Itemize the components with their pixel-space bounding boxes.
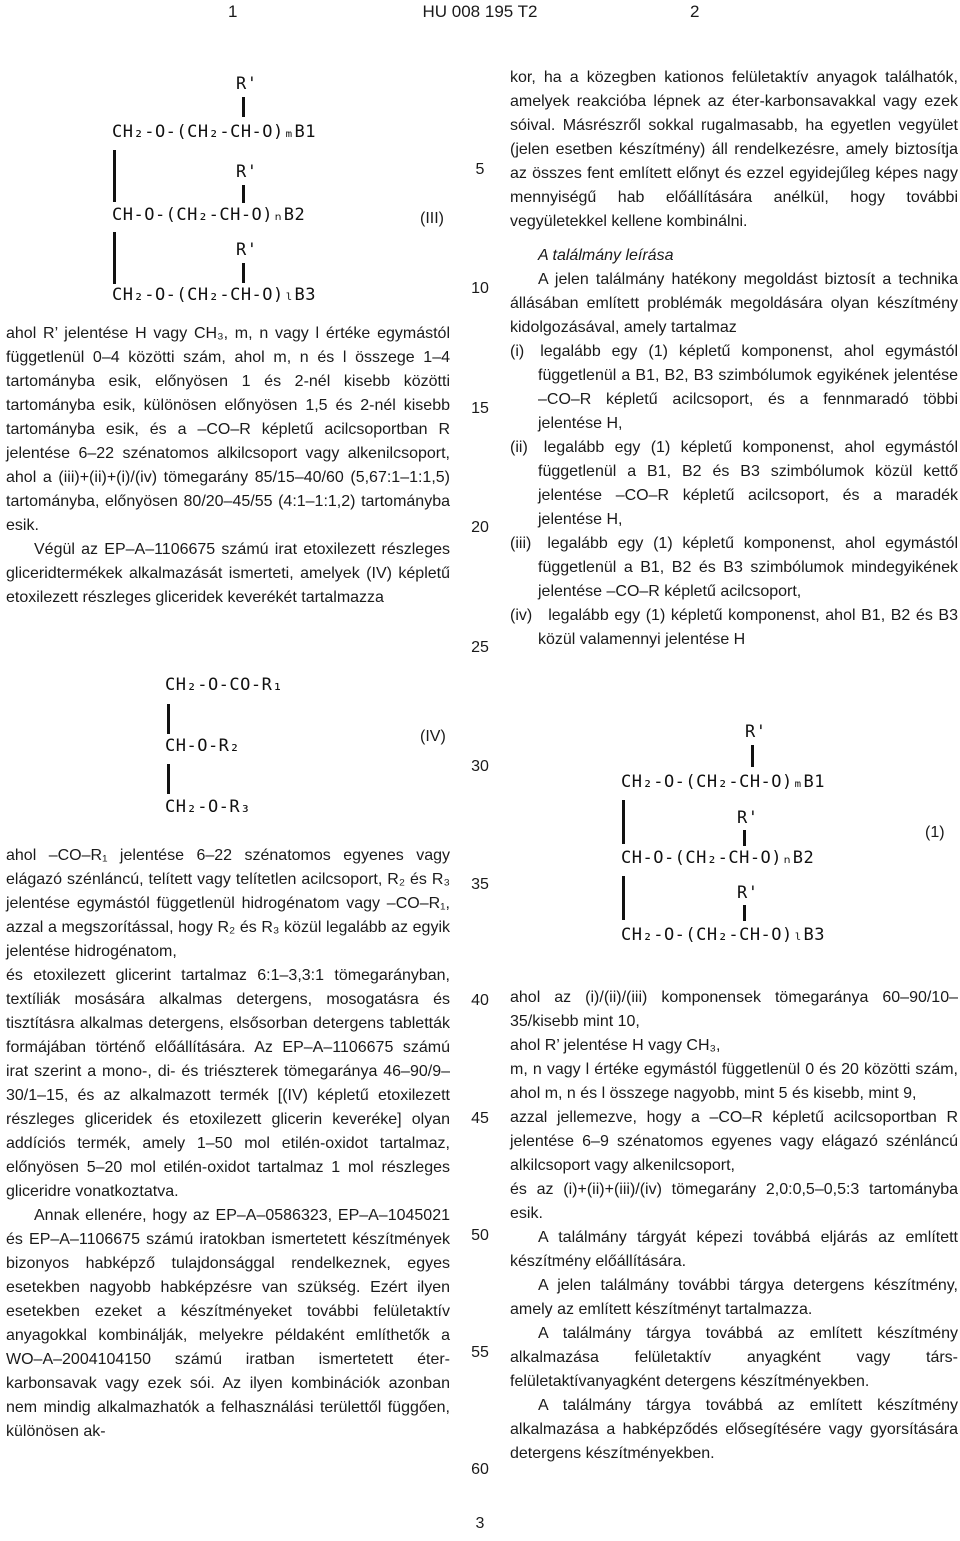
line-number: 25 bbox=[471, 639, 489, 656]
left-definitions bbox=[6, 322, 450, 610]
line-number: 35 bbox=[471, 876, 489, 893]
formula-1-substituent-2: R' bbox=[737, 808, 759, 828]
list-item: (ii) legalább egy (1) képletű komponenst, ahol egymástól függetlenül a B1, B2 és B3 szimbólumok közül kettő jelentése –CO–R képletű acilcsoport, és a maradék jelentése H, bbox=[510, 439, 958, 528]
footer-page-number: 3 bbox=[475, 1515, 485, 1532]
paragraph: azzal jellemezve, hogy a –CO–R képletű acilcsoportban R jelentése 6–9 szénatomos egyenes vagy elágazó szénláncú alkilcsoport vagy alkenilcsoport, bbox=[510, 1109, 958, 1174]
page-number-right: 2 bbox=[690, 2, 700, 21]
document-id: HU 008 195 T2 bbox=[422, 2, 538, 21]
paragraph: m, n vagy l értéke egymástól függetlenül 0 és 20 közötti szám, ahol m, n és l összege nagyobb, mint 5 és kisebb, mint 9, bbox=[510, 1061, 958, 1102]
formula-III-line-1: CH₂-O-(CH₂-CH-O)ₘB1 bbox=[112, 122, 316, 142]
paragraph: kor, ha a közegben kationos felületaktív anyagok találhatók, amelyek reakcióba lépnek az éter-karbonsavakkal vagy ezek sóival. Másrészről sokkal rugalmasabb, ha egyetlen vegyület (jelen esetben készítmény) áll rendelkezésre, amely biztosítja az összes fent említett előnyt és ezzel egyidejűleg képes nagy mennyiségű hab előállítására anélkül, hogy további vegyületekkel kellene kombinálni. bbox=[510, 69, 958, 230]
paragraph: ahol az (i)/(ii)/(iii) komponensek tömegaránya 60–90/10–35/kisebb mint 10, bbox=[510, 989, 958, 1030]
right-top bbox=[510, 66, 958, 652]
formula-1-substituent-1: R' bbox=[745, 722, 767, 742]
list-item: (i) legalább egy (1) képletű komponenst, ahol egymástól függetlenül a B1, B2, B3 szimbólumok egyikének jelentése –CO–R képletű acilcsoport, és a fennmaradó többi jelentése H, bbox=[510, 343, 958, 432]
formula-1-line-2: CH-O-(CH₂-CH-O)ₙB2 bbox=[621, 848, 815, 868]
line-number: 5 bbox=[475, 161, 485, 178]
line-number: 55 bbox=[471, 1344, 489, 1361]
line-number: 45 bbox=[471, 1110, 489, 1127]
formula-III-label: (III) bbox=[420, 210, 444, 227]
formula-1-line-3: CH₂-O-(CH₂-CH-O)ₗB3 bbox=[621, 925, 825, 945]
paragraph: ahol R’ jelentése H vagy CH₃, m, n vagy l értéke egymástól függetlenül 0–4 közötti szám, ahol m, n és l összege 1–4 tartományba esik, előnyösen 1 és 2-nél kisebb közötti tartományba esik, különösen előnyösen 1,5 és 2-nél kisebb tartományba esik, és a –CO–R képletű acilcsoportban R jelentése 6–22 szénatomos alkilcsoport vagy alkenilcsoport, ahol a (iii)+(ii)+(i)/(iv) tömegarány 85/15–40/60 (5,67:1–1:1,5) tartományba, előnyösen 80/20–45/55 (4:1–1:1,2) tartományba esik. bbox=[6, 325, 450, 534]
paragraph: ahol R’ jelentése H vagy CH₃, bbox=[510, 1037, 721, 1054]
list-item: (iv) legalább egy (1) képletű komponenst, ahol B1, B2 és B3 közül valamennyi jelentése H bbox=[510, 607, 958, 648]
paragraph: és etoxilezett glicerint tartalmaz 6:1–3,3:1 tömegarányban, textíliák mosására alkalmas detergens, mosogatásra és tisztításra alkalmas detergens, elsősorban detergens tabletták formájában történő előállítására. Az EP–A–1106675 számú irat szerint a mono-, di- és triészterek tömegaránya 46–90/9–30/1–15, és az alkalmazott termék [(IV) képletű etoxilezett részleges gliceridek és etoxilezett glicerin keveréke] olyan addíciós termék, amely 1–50 mol etilén-oxidot tartalmaz, előnyösen 5–20 mol etilén-oxidot tartalmaz 1 mol részleges gliceridre vonatkoztatva. bbox=[6, 967, 450, 1200]
line-number: 40 bbox=[471, 992, 489, 1009]
formula-III-line-3: CH₂-O-(CH₂-CH-O)ₗB3 bbox=[112, 285, 316, 305]
line-number: 60 bbox=[471, 1461, 489, 1478]
formula-1-line-1: CH₂-O-(CH₂-CH-O)ₘB1 bbox=[621, 772, 825, 792]
formula-III-substituent-1: R' bbox=[236, 74, 258, 94]
paragraph: A jelen találmány további tárgya detergens készítmény, amely az említett készítményt tartalmazza. bbox=[510, 1277, 958, 1318]
paragraph: A jelen találmány hatékony megoldást biztosít a technika állásában említett problémák megoldására olyan készítmény kidolgozásával, amely tartalmaz bbox=[510, 271, 958, 336]
paragraph: és az (i)+(ii)+(iii)/(iv) tömegarány 2,0:0,5–0,5:3 tartományba esik. bbox=[510, 1181, 958, 1222]
paragraph: Végül az EP–A–1106675 számú irat etoxilezett részleges gliceridtermékek alkalmazását ismerteti, amelyek (IV) képletű etoxilezett részleges gliceridek keverékét tartalmazza bbox=[6, 541, 450, 606]
formula-III-substituent-2: R' bbox=[236, 162, 258, 182]
line-number: 20 bbox=[471, 519, 489, 536]
line-number: 10 bbox=[471, 280, 489, 297]
page-number-left: 1 bbox=[228, 2, 238, 21]
line-number: 50 bbox=[471, 1227, 489, 1244]
paragraph: A találmány tárgyát képezi továbbá eljárás az említett készítmény előállítására. bbox=[510, 1229, 958, 1270]
left-continuation bbox=[6, 844, 450, 1444]
line-number: 15 bbox=[471, 400, 489, 417]
formula-1-substituent-3: R' bbox=[737, 883, 759, 903]
formula-III-substituent-3: R' bbox=[236, 240, 258, 260]
right-bottom bbox=[510, 986, 958, 1466]
formula-III-line-2: CH-O-(CH₂-CH-O)ₙB2 bbox=[112, 205, 306, 225]
formula-IV-line-3: CH₂-O-R₃ bbox=[165, 797, 251, 817]
formula-IV-label: (IV) bbox=[420, 728, 446, 745]
list-item: (iii) legalább egy (1) képletű komponenst, ahol egymástól függetlenül a B1, B2 és B3 szimbólumok mindegyikének jelentése –CO–R képletű acilcsoport, bbox=[510, 535, 958, 600]
paragraph: A találmány tárgya továbbá az említett készítmény alkalmazása felületaktív anyagként vagy társ-felületaktívanyagként detergens készítményekben. bbox=[510, 1325, 958, 1390]
component-list bbox=[510, 340, 958, 652]
paragraph: A találmány tárgya továbbá az említett készítmény alkalmazása a habképződés elősegítésére vagy gyorsítására detergens készítményekben. bbox=[510, 1397, 958, 1462]
line-number: 30 bbox=[471, 758, 489, 775]
formula-IV-line-1: CH₂-O-CO-R₁ bbox=[165, 675, 284, 695]
formula-IV-line-2: CH-O-R₂ bbox=[165, 736, 241, 756]
paragraph: Annak ellenére, hogy az EP–A–0586323, EP–A–1045021 és EP–A–1106675 számú iratokban ismertetett készítmények bizonyos habképző tulajdonsággal rendelkeznek, egyes esetekben nagyobb habképzésre van szükség. Ezért ilyen esetekben ezeket a készítményeket további felületaktív anyagokkal kombinálják, melyekre példaként említhetők a WO–A–2004104150 számú iratban ismertetett éter-karbonsavak vagy ezek sói. Az ilyen kombinációk azonban nem mindig alkalmazhatók a felhasználási területtől függően, különösen ak- bbox=[6, 1207, 450, 1440]
formula-1-label: (1) bbox=[925, 824, 945, 841]
paragraph: ahol –CO–R₁ jelentése 6–22 szénatomos egyenes vagy elágazó szénláncú, telített vagy telítetlen acilcsoport, R₂ és R₃ jelentése egymástól függetlenül hidrogénatom vagy –CO–R₁, azzal a megszorítással, hogy R₂ és R₃ közül legalább az egyik jelentése hidrogénatom, bbox=[6, 847, 450, 960]
section-heading: A találmány leírása bbox=[538, 247, 674, 264]
